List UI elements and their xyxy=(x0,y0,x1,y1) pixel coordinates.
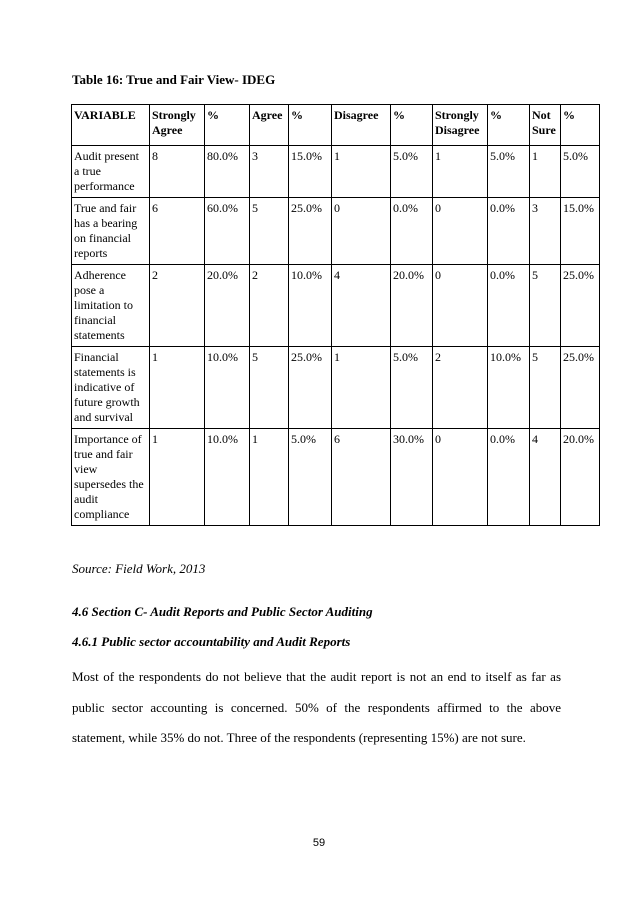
header-variable: VARIABLE xyxy=(72,105,150,146)
header-percent: % xyxy=(561,105,600,146)
variable-cell: Adherence pose a limitation to financial statements xyxy=(72,265,150,347)
not-sure-cell: 1 xyxy=(530,146,561,198)
percent-cell: 5.0% xyxy=(561,146,600,198)
percent-cell: 25.0% xyxy=(561,347,600,429)
disagree-cell: 1 xyxy=(332,146,391,198)
agree-cell: 3 xyxy=(250,146,289,198)
strongly-disagree-cell: 1 xyxy=(433,146,488,198)
percent-cell: 0.0% xyxy=(488,198,530,265)
disagree-cell: 6 xyxy=(332,429,391,526)
agree-cell: 5 xyxy=(250,347,289,429)
not-sure-cell: 5 xyxy=(530,265,561,347)
header-percent: % xyxy=(205,105,250,146)
header-disagree: Disagree xyxy=(332,105,391,146)
not-sure-cell: 5 xyxy=(530,347,561,429)
percent-cell: 20.0% xyxy=(391,265,433,347)
percent-cell: 10.0% xyxy=(205,347,250,429)
variable-cell: Audit present a true performance xyxy=(72,146,150,198)
not-sure-cell: 3 xyxy=(530,198,561,265)
percent-cell: 0.0% xyxy=(488,429,530,526)
table-row xyxy=(72,429,600,526)
disagree-cell: 4 xyxy=(332,265,391,347)
percent-cell: 20.0% xyxy=(561,429,600,526)
percent-cell: 5.0% xyxy=(488,146,530,198)
agree-cell: 5 xyxy=(250,198,289,265)
percent-cell: 10.0% xyxy=(205,429,250,526)
strongly-agree-cell: 2 xyxy=(150,265,205,347)
variable-cell: Importance of true and fair view supersedes the audit compliance xyxy=(72,429,150,526)
percent-cell: 5.0% xyxy=(289,429,332,526)
header-not-sure: Not Sure xyxy=(530,105,561,146)
page-number: 59 xyxy=(312,837,326,849)
not-sure-cell: 4 xyxy=(530,429,561,526)
header-strongly-agree: Strongly Agree xyxy=(150,105,205,146)
table-row xyxy=(72,198,600,265)
strongly-disagree-cell: 0 xyxy=(433,429,488,526)
variable-cell: True and fair has a bearing on financial reports xyxy=(72,198,150,265)
table-source: Source: Field Work, 2013 xyxy=(72,561,206,576)
strongly-disagree-cell: 2 xyxy=(433,347,488,429)
agree-cell: 2 xyxy=(250,265,289,347)
percent-cell: 30.0% xyxy=(391,429,433,526)
percent-cell: 10.0% xyxy=(488,347,530,429)
section-heading: 4.6 Section C- Audit Reports and Public Sector Auditing xyxy=(72,604,373,619)
percent-cell: 80.0% xyxy=(205,146,250,198)
percent-cell: 20.0% xyxy=(205,265,250,347)
variable-cell: Financial statements is indicative of future growth and survival xyxy=(72,347,150,429)
percent-cell: 0.0% xyxy=(488,265,530,347)
header-percent: % xyxy=(391,105,433,146)
strongly-agree-cell: 8 xyxy=(150,146,205,198)
survey-table xyxy=(71,104,600,526)
table-row xyxy=(72,347,600,429)
table-title: Table 16: True and Fair View- IDEG xyxy=(72,72,276,87)
percent-cell: 10.0% xyxy=(289,265,332,347)
agree-cell: 1 xyxy=(250,429,289,526)
header-percent: % xyxy=(488,105,530,146)
strongly-disagree-cell: 0 xyxy=(433,265,488,347)
strongly-agree-cell: 1 xyxy=(150,429,205,526)
table-header-row xyxy=(72,105,600,146)
body-paragraph: Most of the respondents do not believe that the audit report is not an end to itself as far as public sector accounting is concerned. 50% of the respondents affirmed to the above statement, while 35% do not. Three of the respondents (representing 15%) are not sure. xyxy=(72,669,561,745)
header-strongly-disagree: Strongly Disagree xyxy=(433,105,488,146)
table-row xyxy=(72,265,600,347)
percent-cell: 15.0% xyxy=(561,198,600,265)
percent-cell: 25.0% xyxy=(561,265,600,347)
strongly-agree-cell: 6 xyxy=(150,198,205,265)
percent-cell: 25.0% xyxy=(289,198,332,265)
strongly-agree-cell: 1 xyxy=(150,347,205,429)
percent-cell: 5.0% xyxy=(391,146,433,198)
header-percent: % xyxy=(289,105,332,146)
percent-cell: 60.0% xyxy=(205,198,250,265)
subsection-heading: 4.6.1 Public sector accountability and Audit Reports xyxy=(72,634,351,649)
header-agree: Agree xyxy=(250,105,289,146)
table-row xyxy=(72,146,600,198)
disagree-cell: 0 xyxy=(332,198,391,265)
percent-cell: 0.0% xyxy=(391,198,433,265)
strongly-disagree-cell: 0 xyxy=(433,198,488,265)
percent-cell: 5.0% xyxy=(391,347,433,429)
percent-cell: 25.0% xyxy=(289,347,332,429)
percent-cell: 15.0% xyxy=(289,146,332,198)
disagree-cell: 1 xyxy=(332,347,391,429)
